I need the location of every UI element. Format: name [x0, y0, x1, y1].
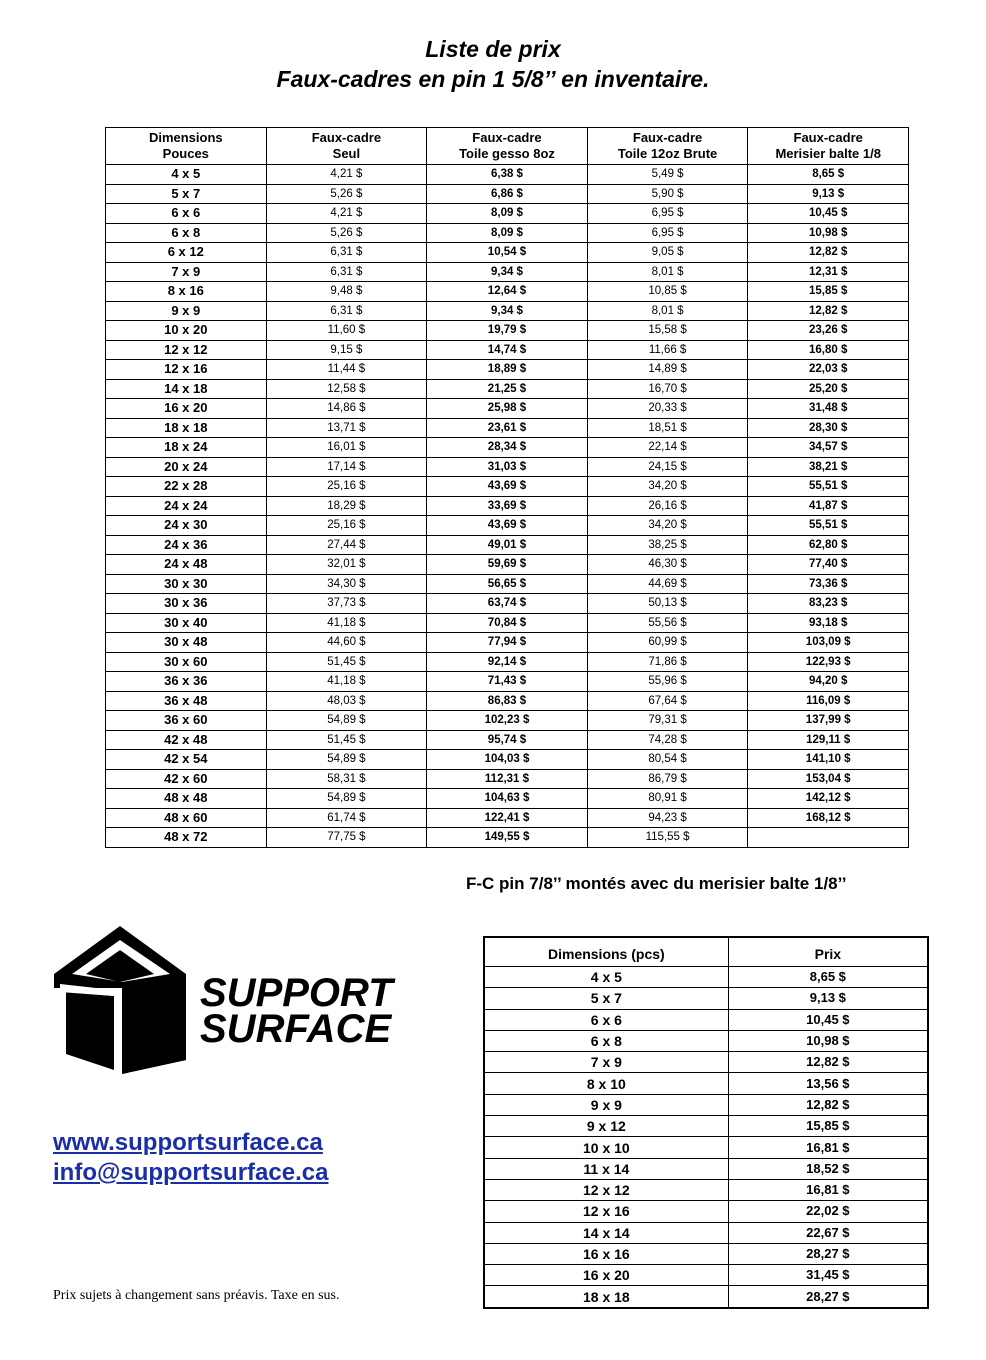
dimension-cell: 6 x 8 [484, 1030, 728, 1051]
price-cell: 18,52 $ [728, 1158, 928, 1179]
table-row [484, 967, 928, 988]
dimension-cell: 36 x 36 [106, 672, 267, 692]
dimension-cell: 12 x 12 [106, 340, 267, 360]
price-cell: 18,29 $ [266, 496, 427, 516]
price-cell: 80,54 $ [587, 750, 748, 770]
table-row [484, 1052, 928, 1073]
price-cell: 48,03 $ [266, 691, 427, 711]
table-row [484, 1073, 928, 1094]
price-cell: 77,94 $ [427, 633, 588, 653]
price-cell: 38,25 $ [587, 535, 748, 555]
header-gesso-canvas: Faux-cadre Toile gesso 8oz [427, 128, 588, 165]
price-cell: 37,73 $ [266, 594, 427, 614]
support-surface-logo [52, 922, 412, 1074]
price-cell: 34,30 $ [266, 574, 427, 594]
table-row [106, 379, 909, 399]
price-cell: 25,16 $ [266, 516, 427, 536]
price-cell: 9,05 $ [587, 243, 748, 263]
table-row [484, 1222, 928, 1243]
table-row [106, 711, 909, 731]
price-cell: 44,69 $ [587, 574, 748, 594]
price-cell: 104,63 $ [427, 789, 588, 809]
price-cell: 15,85 $ [748, 282, 909, 302]
dimension-cell: 42 x 54 [106, 750, 267, 770]
dimension-cell: 10 x 20 [106, 321, 267, 341]
dimension-cell: 5 x 7 [484, 988, 728, 1009]
table-row [106, 730, 909, 750]
header-birch-panel: Faux-cadre Merisier balte 1/8 [748, 128, 909, 165]
dimension-cell: 12 x 16 [106, 360, 267, 380]
table-row [106, 594, 909, 614]
price-cell: 34,20 $ [587, 477, 748, 497]
price-cell: 55,56 $ [587, 613, 748, 633]
table-row [484, 1137, 928, 1158]
dimension-cell: 6 x 6 [484, 1009, 728, 1030]
price-cell: 6,86 $ [427, 184, 588, 204]
price-cell: 14,89 $ [587, 360, 748, 380]
price-cell: 94,20 $ [748, 672, 909, 692]
table-row [106, 769, 909, 789]
price-cell: 43,69 $ [427, 516, 588, 536]
price-cell [748, 828, 909, 848]
contact-links [53, 1128, 328, 1188]
table-row [484, 1201, 928, 1222]
price-cell: 11,60 $ [266, 321, 427, 341]
dimension-cell: 20 x 24 [106, 457, 267, 477]
price-cell: 4,21 $ [266, 204, 427, 224]
table-row [484, 1265, 928, 1286]
dimension-cell: 30 x 48 [106, 633, 267, 653]
price-cell: 129,11 $ [748, 730, 909, 750]
dimension-cell: 16 x 20 [484, 1265, 728, 1286]
price-cell: 50,13 $ [587, 594, 748, 614]
dimension-cell: 16 x 16 [484, 1243, 728, 1264]
table-row [484, 1243, 928, 1264]
price-cell: 141,10 $ [748, 750, 909, 770]
price-cell: 31,48 $ [748, 399, 909, 419]
table-row [106, 633, 909, 653]
svg-text:SUPPORT: SUPPORT [200, 971, 393, 1015]
price-cell: 13,56 $ [728, 1073, 928, 1094]
table-row [106, 750, 909, 770]
price-cell: 28,27 $ [728, 1286, 928, 1308]
price-cell: 10,98 $ [728, 1030, 928, 1051]
dimension-cell: 36 x 60 [106, 711, 267, 731]
table-row [106, 243, 909, 263]
website-link[interactable]: www.supportsurface.ca [53, 1129, 323, 1156]
price-cell: 67,64 $ [587, 691, 748, 711]
price-cell: 10,45 $ [748, 204, 909, 224]
price-cell: 28,30 $ [748, 418, 909, 438]
page-title [0, 34, 986, 94]
table-row [106, 789, 909, 809]
price-cell: 9,13 $ [748, 184, 909, 204]
price-cell: 8,09 $ [427, 204, 588, 224]
price-cell: 58,31 $ [266, 769, 427, 789]
price-cell: 6,31 $ [266, 301, 427, 321]
price-cell: 122,93 $ [748, 652, 909, 672]
price-cell: 103,09 $ [748, 633, 909, 653]
price-cell: 12,82 $ [748, 301, 909, 321]
price-cell: 8,65 $ [728, 967, 928, 988]
price-cell: 5,90 $ [587, 184, 748, 204]
dimension-cell: 18 x 24 [106, 438, 267, 458]
dimension-cell: 7 x 9 [484, 1052, 728, 1073]
table-row [484, 1286, 928, 1308]
price-cell: 32,01 $ [266, 555, 427, 575]
price-cell: 77,75 $ [266, 828, 427, 848]
price-cell: 9,34 $ [427, 301, 588, 321]
table-row [106, 555, 909, 575]
table-row [484, 1009, 928, 1030]
dimension-cell: 4 x 5 [484, 967, 728, 988]
dimension-cell: 9 x 12 [484, 1116, 728, 1137]
table-row [106, 165, 909, 185]
price-cell: 54,89 $ [266, 711, 427, 731]
price-cell: 13,71 $ [266, 418, 427, 438]
dimension-cell: 48 x 72 [106, 828, 267, 848]
price-cell: 60,99 $ [587, 633, 748, 653]
dimension-cell: 14 x 18 [106, 379, 267, 399]
price-cell: 14,74 $ [427, 340, 588, 360]
dimension-cell: 48 x 48 [106, 789, 267, 809]
price-cell: 10,54 $ [427, 243, 588, 263]
table-row [106, 418, 909, 438]
price-cell: 33,69 $ [427, 496, 588, 516]
price-cell: 74,28 $ [587, 730, 748, 750]
price-cell: 10,98 $ [748, 223, 909, 243]
dimension-cell: 10 x 10 [484, 1137, 728, 1158]
price-cell: 17,14 $ [266, 457, 427, 477]
price-cell: 22,03 $ [748, 360, 909, 380]
table-row [106, 652, 909, 672]
price-cell: 41,18 $ [266, 672, 427, 692]
cube-logo-icon [52, 922, 412, 1074]
price-cell: 55,51 $ [748, 516, 909, 536]
table-row [106, 360, 909, 380]
dimension-cell: 12 x 12 [484, 1179, 728, 1200]
table-row [484, 1116, 928, 1137]
price-cell: 63,74 $ [427, 594, 588, 614]
dimension-cell: 24 x 36 [106, 535, 267, 555]
dimension-cell: 16 x 20 [106, 399, 267, 419]
price-cell: 86,83 $ [427, 691, 588, 711]
price-cell: 149,55 $ [427, 828, 588, 848]
dimension-cell: 6 x 12 [106, 243, 267, 263]
price-cell: 27,44 $ [266, 535, 427, 555]
price-cell: 25,20 $ [748, 379, 909, 399]
table-row [106, 477, 909, 497]
table-row [106, 282, 909, 302]
price-cell: 83,23 $ [748, 594, 909, 614]
dimension-cell: 22 x 28 [106, 477, 267, 497]
dimension-cell: 24 x 24 [106, 496, 267, 516]
price-cell: 25,16 $ [266, 477, 427, 497]
table-row [106, 438, 909, 458]
table-row [106, 340, 909, 360]
dimension-cell: 14 x 14 [484, 1222, 728, 1243]
price-cell: 115,55 $ [587, 828, 748, 848]
price-cell: 26,16 $ [587, 496, 748, 516]
price-cell: 31,03 $ [427, 457, 588, 477]
price-cell: 22,02 $ [728, 1201, 928, 1222]
price-cell: 12,64 $ [427, 282, 588, 302]
header-dimensions: Dimensions Pouces [106, 128, 267, 165]
dimension-cell: 48 x 60 [106, 808, 267, 828]
price-cell: 59,69 $ [427, 555, 588, 575]
secondary-heading: F-C pin 7/8’’ montés avec du merisier balte 1/8’’ [466, 874, 847, 893]
mounted-price-table [483, 936, 929, 1309]
price-cell: 6,95 $ [587, 204, 748, 224]
price-cell: 73,36 $ [748, 574, 909, 594]
price-cell: 15,85 $ [728, 1116, 928, 1137]
dimension-cell: 7 x 9 [106, 262, 267, 282]
price-cell: 95,74 $ [427, 730, 588, 750]
price-cell: 14,86 $ [266, 399, 427, 419]
table-row [106, 321, 909, 341]
price-cell: 6,38 $ [427, 165, 588, 185]
dimension-cell: 30 x 36 [106, 594, 267, 614]
table-row [106, 262, 909, 282]
price-cell: 24,15 $ [587, 457, 748, 477]
table-row [484, 988, 928, 1009]
dimension-cell: 5 x 7 [106, 184, 267, 204]
dimension-cell: 30 x 60 [106, 652, 267, 672]
price-cell: 10,85 $ [587, 282, 748, 302]
price-cell: 55,51 $ [748, 477, 909, 497]
price-cell: 11,66 $ [587, 340, 748, 360]
table-row [106, 535, 909, 555]
price-cell: 16,70 $ [587, 379, 748, 399]
price-cell: 19,79 $ [427, 321, 588, 341]
disclaimer: Prix sujets à changement sans préavis. Taxe en sus. [53, 1288, 340, 1303]
price-table [105, 127, 909, 848]
price-cell: 12,82 $ [748, 243, 909, 263]
price-cell: 93,18 $ [748, 613, 909, 633]
price-cell: 6,31 $ [266, 243, 427, 263]
dimension-cell: 9 x 9 [484, 1094, 728, 1115]
price-cell: 31,45 $ [728, 1265, 928, 1286]
price-cell: 43,69 $ [427, 477, 588, 497]
email-link[interactable]: info@supportsurface.ca [53, 1159, 329, 1186]
dimension-cell: 24 x 48 [106, 555, 267, 575]
table-row [484, 1094, 928, 1115]
price-cell: 86,79 $ [587, 769, 748, 789]
table-row [106, 301, 909, 321]
price-cell: 22,67 $ [728, 1222, 928, 1243]
price-cell: 92,14 $ [427, 652, 588, 672]
price-cell: 94,23 $ [587, 808, 748, 828]
header-raw-canvas: Faux-cadre Toile 12oz Brute [587, 128, 748, 165]
price-cell: 55,96 $ [587, 672, 748, 692]
price-cell: 41,87 $ [748, 496, 909, 516]
price-cell: 54,89 $ [266, 750, 427, 770]
price-cell: 18,51 $ [587, 418, 748, 438]
price-cell: 104,03 $ [427, 750, 588, 770]
price-cell: 112,31 $ [427, 769, 588, 789]
dimension-cell: 18 x 18 [106, 418, 267, 438]
dimension-cell: 4 x 5 [106, 165, 267, 185]
price-cell: 51,45 $ [266, 730, 427, 750]
price-cell: 122,41 $ [427, 808, 588, 828]
header-dimensions-pcs: Dimensions (pcs) [484, 937, 728, 967]
price-cell: 20,33 $ [587, 399, 748, 419]
price-cell: 8,01 $ [587, 262, 748, 282]
dimension-cell: 36 x 48 [106, 691, 267, 711]
price-cell: 18,89 $ [427, 360, 588, 380]
price-cell: 153,04 $ [748, 769, 909, 789]
price-cell: 9,48 $ [266, 282, 427, 302]
svg-text:SURFACE: SURFACE [200, 1007, 392, 1051]
price-cell: 6,31 $ [266, 262, 427, 282]
price-cell: 23,26 $ [748, 321, 909, 341]
dimension-cell: 24 x 30 [106, 516, 267, 536]
price-cell: 16,81 $ [728, 1137, 928, 1158]
price-cell: 46,30 $ [587, 555, 748, 575]
dimension-cell: 42 x 60 [106, 769, 267, 789]
dimension-cell: 30 x 40 [106, 613, 267, 633]
price-cell: 5,26 $ [266, 184, 427, 204]
price-cell: 23,61 $ [427, 418, 588, 438]
price-cell: 28,27 $ [728, 1243, 928, 1264]
price-cell: 38,21 $ [748, 457, 909, 477]
price-cell: 44,60 $ [266, 633, 427, 653]
price-cell: 12,58 $ [266, 379, 427, 399]
price-cell: 12,82 $ [728, 1052, 928, 1073]
price-cell: 137,99 $ [748, 711, 909, 731]
price-cell: 8,01 $ [587, 301, 748, 321]
table-row [484, 1179, 928, 1200]
price-cell: 10,45 $ [728, 1009, 928, 1030]
price-cell: 80,91 $ [587, 789, 748, 809]
price-cell: 28,34 $ [427, 438, 588, 458]
price-cell: 5,49 $ [587, 165, 748, 185]
price-cell: 34,57 $ [748, 438, 909, 458]
price-cell: 9,34 $ [427, 262, 588, 282]
table-row [106, 496, 909, 516]
price-cell: 102,23 $ [427, 711, 588, 731]
price-cell: 8,65 $ [748, 165, 909, 185]
price-cell: 8,09 $ [427, 223, 588, 243]
dimension-cell: 11 x 14 [484, 1158, 728, 1179]
dimension-cell: 12 x 16 [484, 1201, 728, 1222]
title-line-2: Faux-cadres en pin 1 5/8’’ en inventaire. [276, 66, 710, 92]
table-row [106, 691, 909, 711]
price-cell: 168,12 $ [748, 808, 909, 828]
price-cell: 51,45 $ [266, 652, 427, 672]
price-cell: 71,43 $ [427, 672, 588, 692]
table-row [106, 204, 909, 224]
header-price: Prix [728, 937, 928, 967]
price-cell: 16,81 $ [728, 1179, 928, 1200]
table-row [106, 613, 909, 633]
price-cell: 11,44 $ [266, 360, 427, 380]
table-row [484, 1158, 928, 1179]
price-cell: 34,20 $ [587, 516, 748, 536]
price-cell: 41,18 $ [266, 613, 427, 633]
price-cell: 116,09 $ [748, 691, 909, 711]
price-cell: 9,13 $ [728, 988, 928, 1009]
price-cell: 70,84 $ [427, 613, 588, 633]
table-row [106, 808, 909, 828]
dimension-cell: 6 x 6 [106, 204, 267, 224]
title-line-1: Liste de prix [425, 36, 561, 62]
price-cell: 71,86 $ [587, 652, 748, 672]
table-row [106, 399, 909, 419]
table-row [106, 574, 909, 594]
dimension-cell: 8 x 10 [484, 1073, 728, 1094]
dimension-cell: 6 x 8 [106, 223, 267, 243]
price-cell: 15,58 $ [587, 321, 748, 341]
table-row [106, 457, 909, 477]
price-cell: 62,80 $ [748, 535, 909, 555]
table-row [106, 672, 909, 692]
price-cell: 16,01 $ [266, 438, 427, 458]
mounted-table-header [484, 937, 928, 967]
price-cell: 16,80 $ [748, 340, 909, 360]
price-cell: 5,26 $ [266, 223, 427, 243]
price-cell: 22,14 $ [587, 438, 748, 458]
price-cell: 77,40 $ [748, 555, 909, 575]
dimension-cell: 8 x 16 [106, 282, 267, 302]
dimension-cell: 9 x 9 [106, 301, 267, 321]
price-cell: 49,01 $ [427, 535, 588, 555]
table-row [484, 1030, 928, 1051]
price-cell: 21,25 $ [427, 379, 588, 399]
table-row [106, 184, 909, 204]
header-frame-only: Faux-cadre Seul [266, 128, 427, 165]
table-row [106, 223, 909, 243]
price-table-header [106, 128, 909, 165]
table-row [106, 516, 909, 536]
dimension-cell: 30 x 30 [106, 574, 267, 594]
price-cell: 9,15 $ [266, 340, 427, 360]
dimension-cell: 18 x 18 [484, 1286, 728, 1308]
price-cell: 61,74 $ [266, 808, 427, 828]
price-cell: 25,98 $ [427, 399, 588, 419]
price-cell: 12,82 $ [728, 1094, 928, 1115]
price-cell: 54,89 $ [266, 789, 427, 809]
price-cell: 56,65 $ [427, 574, 588, 594]
price-cell: 4,21 $ [266, 165, 427, 185]
price-cell: 142,12 $ [748, 789, 909, 809]
dimension-cell: 42 x 48 [106, 730, 267, 750]
price-cell: 79,31 $ [587, 711, 748, 731]
price-cell: 6,95 $ [587, 223, 748, 243]
price-cell: 12,31 $ [748, 262, 909, 282]
table-row [106, 828, 909, 848]
